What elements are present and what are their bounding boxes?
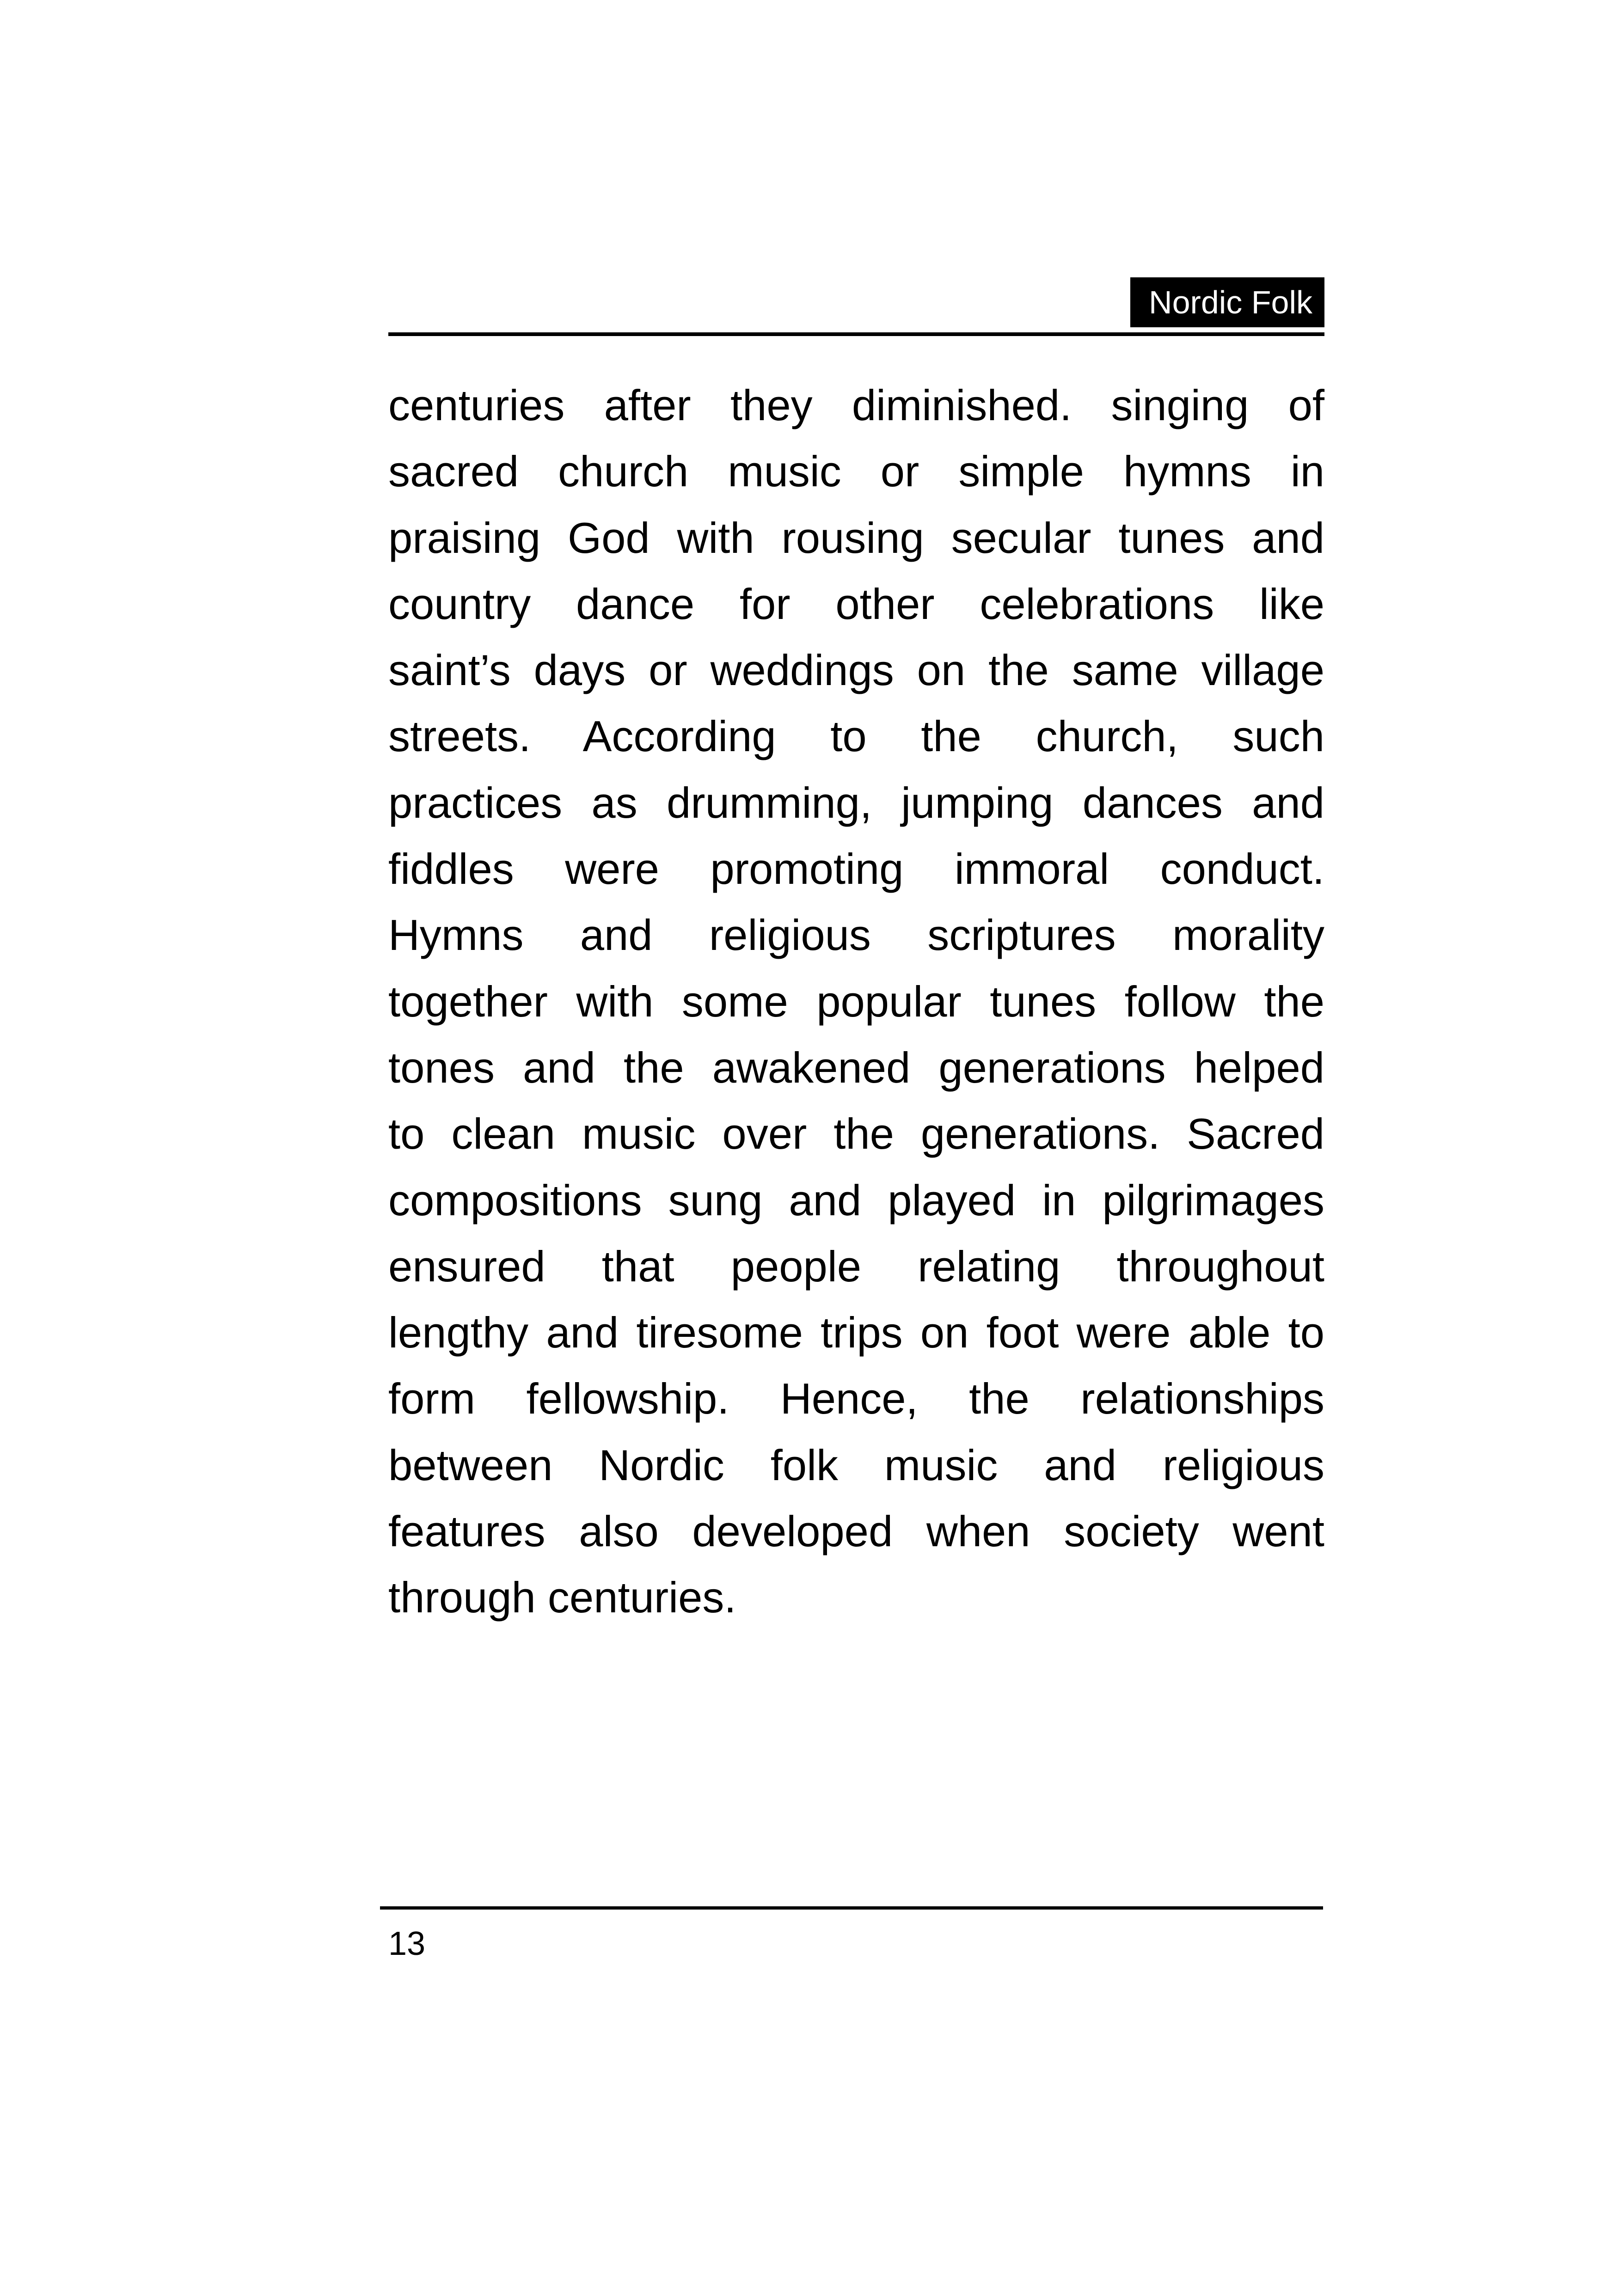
text-line: praising God with rousing secular tunes and bbox=[388, 513, 1324, 562]
text-line: sacred church music or simple hymns in bbox=[388, 447, 1324, 496]
text-line: compositions sung and played in pilgrimages bbox=[388, 1176, 1324, 1225]
text-line: fiddles were promoting immoral conduct. bbox=[388, 845, 1324, 894]
text-line: practices as drumming, jumping dances and bbox=[388, 778, 1324, 827]
text-line: form fellowship. Hence, the relationships bbox=[388, 1374, 1324, 1423]
header-rule bbox=[388, 332, 1324, 336]
body-paragraph bbox=[388, 372, 1324, 1631]
running-header-title: Nordic Folk bbox=[1130, 277, 1324, 327]
text-line: country dance for other celebrations like bbox=[388, 579, 1324, 628]
text-line: features also developed when society went bbox=[388, 1507, 1324, 1556]
text-line: tones and the awakened generations helped bbox=[388, 1043, 1324, 1092]
text-line: between Nordic folk music and religious bbox=[388, 1440, 1324, 1489]
footer-rule bbox=[380, 1906, 1323, 1910]
text-line: Hymns and religious scriptures morality bbox=[388, 911, 1324, 960]
page-number: 13 bbox=[388, 1925, 426, 1962]
text-line: streets. According to the church, such bbox=[388, 712, 1324, 761]
text-line: ensured that people relating throughout bbox=[388, 1242, 1324, 1291]
text-line: together with some popular tunes follow the bbox=[388, 977, 1324, 1026]
text-line: centuries after they diminished. singing of bbox=[388, 381, 1324, 429]
text-line: lengthy and tiresome trips on foot were able to bbox=[388, 1308, 1324, 1357]
text-line: saint’s days or weddings on the same village bbox=[388, 646, 1324, 695]
text-line: through centuries. bbox=[388, 1573, 736, 1622]
text-line: to clean music over the generations. Sacred bbox=[388, 1109, 1324, 1158]
